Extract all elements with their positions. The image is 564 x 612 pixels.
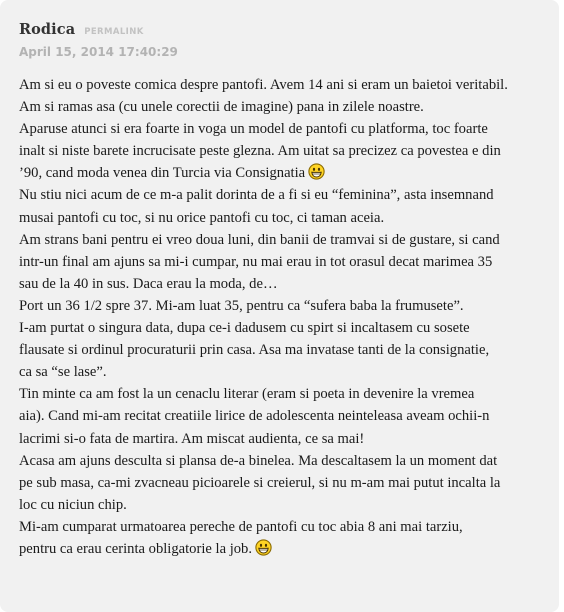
grinning-smiley-icon [308,163,325,180]
comment-line: aia). Cand mi-am recitat creatiile lirice de adolescenta neinteleasa aveam ochii-n [19,408,490,425]
comment-timestamp: April 15, 2014 17:40:29 [19,45,178,59]
comment-line-with-emoticon [19,162,539,184]
comment-line: Am si eu o poveste comica despre pantofi. Avem 14 ani si eram un baietoi veritabil. [19,77,508,93]
comment-line: Am si ramas asa (cu unele corectii de imagine) pana in zilele noastre. [19,99,424,116]
comment-line: intr-un final am ajuns sa mi-i cumpar, nu mai erau in tot orasul decat marimea 35 [19,253,493,270]
comment-line: musai pantofi cu toc, si nu orice pantofi cu toc, ci taman aceia. [19,209,385,226]
comment-line: Mi-am cumparat urmatoarea pereche de pantofi cu toc abia 8 ani mai tarziu, [19,518,463,535]
comment-line: Aparuse atunci si era foarte in voga un model de pantofi cu platforma, toc foarte [19,121,488,138]
comment-line: ’90, cand moda venea din Turcia via Consignatia [19,165,306,182]
comment-line: Nu stiu nici acum de ce m-a palit dorinta de a fi si eu “feminina”, asta insemnand [19,187,494,204]
comment-line: Port un 36 1/2 spre 37. Mi-am luat 35, pentru ca “sufera baba la frumusete”. [19,297,464,314]
comment-line: pe sub masa, ca-mi zvacneau picioarele si creierul, si nu m-am mai putut incalta la [19,474,501,491]
comment-line: Am strans bani pentru ei vreo doua luni, din banii de tramvai si de gustare, si cand [19,231,500,248]
comment-line: inalt si niste barete incrucisate peste glezna. Am uitat sa precizez ca povestea e din [19,143,501,160]
comment-line: pentru ca erau cerinta obligatorie la job. [19,540,252,557]
comment-body [19,74,539,560]
comment-line: ca sa “se lase”. [19,364,107,381]
comment-header [19,21,559,45]
comment-line: Tin minte ca am fost la un cenaclu literar (eram si poeta in devenire la vremea [19,386,475,403]
comment-line: flausate si ordinul procuraturii prin casa. Asa ma invatase tanti de la consignatie, [19,342,490,359]
comment-line: Acasa am ajuns desculta si plansa de-a binelea. Ma descaltasem la un moment dat [19,452,498,469]
grinning-smiley-icon [255,539,272,556]
permalink-link[interactable]: PERMALINK [84,27,144,37]
comment-line-with-emoticon [19,538,539,560]
comment-line: lacrimi si-o fata de martira. Am miscat audienta, ce sa mai! [19,430,365,447]
comment-line: loc cu niciun chip. [19,496,127,513]
comment-author: Rodica [19,21,76,38]
comment-line: I-am purtat o singura data, dupa ce-i dadusem cu spirt si incaltasem cu sosete [19,320,470,337]
comment-line: sau de la 40 in sus. Daca erau la moda, de… [19,275,278,292]
